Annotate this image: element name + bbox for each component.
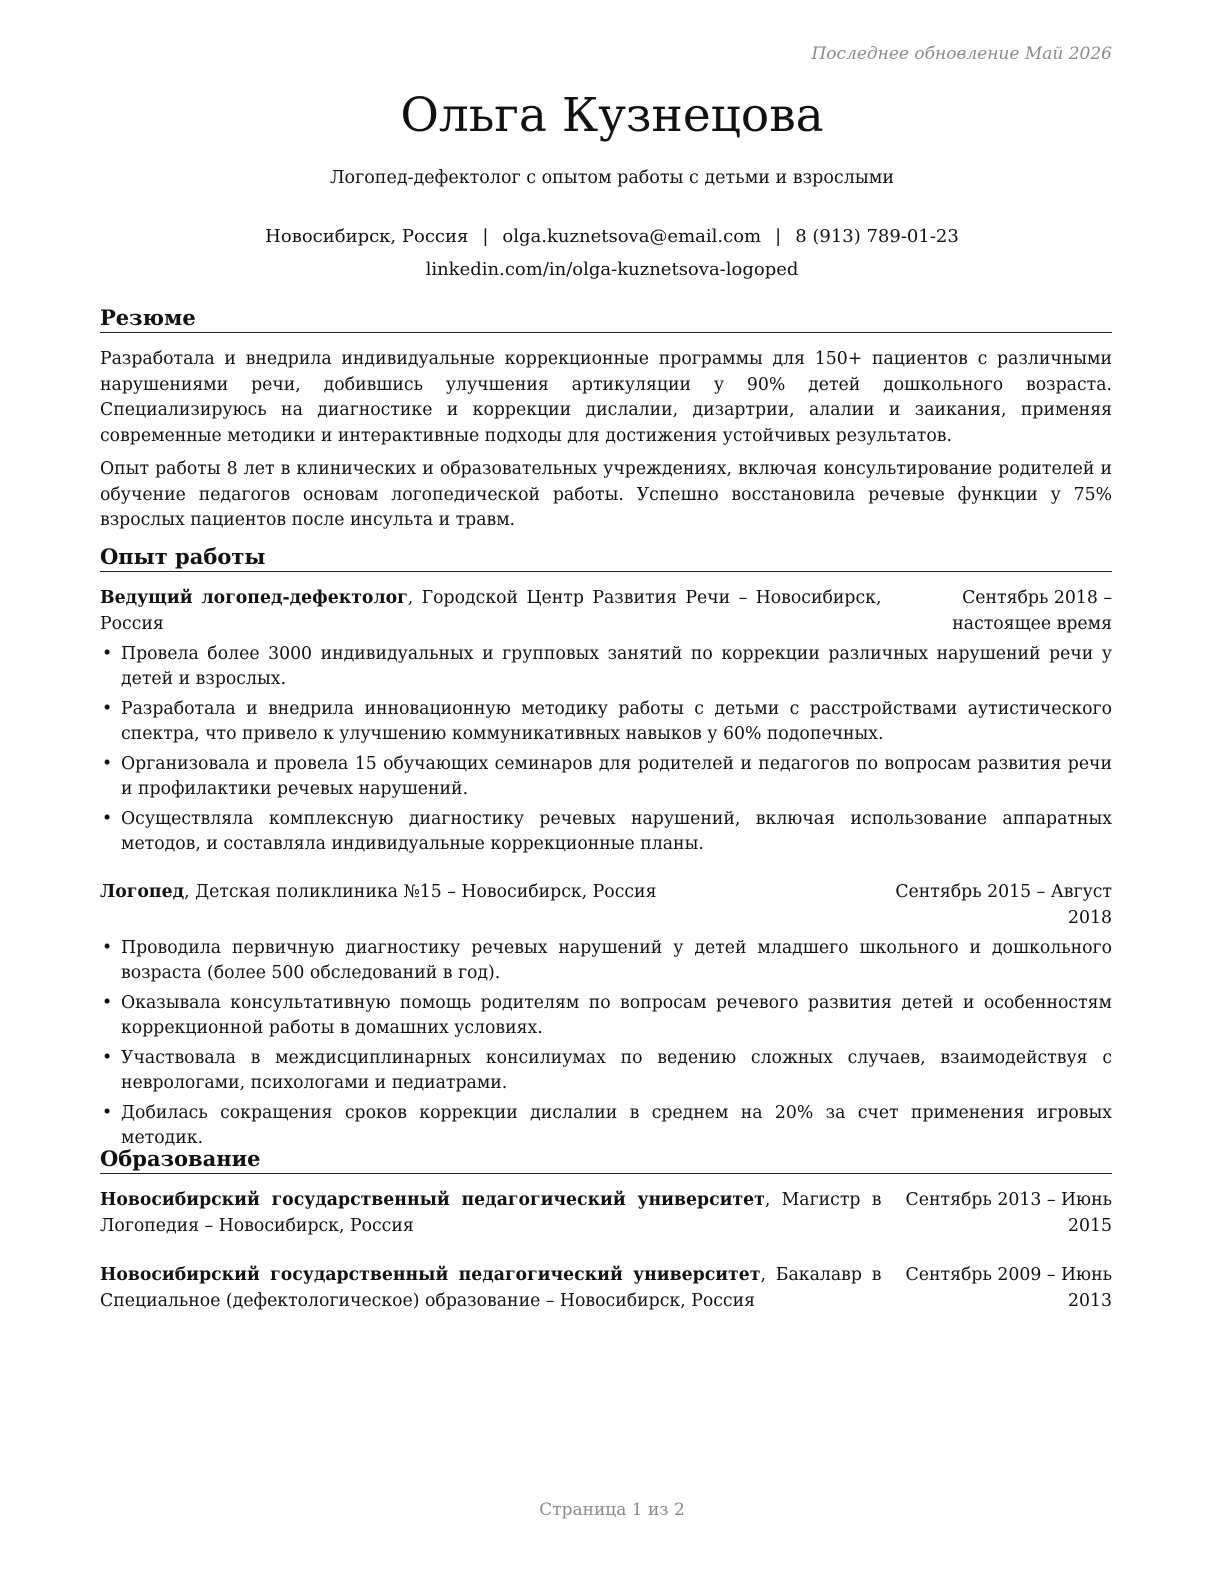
bullet-icon: • [102, 699, 113, 719]
linkedin-link[interactable]: linkedin.com/in/olga-kuznetsova-logoped [425, 259, 799, 280]
bullet-text: Организовала и провела 15 обучающих семинаров для родителей и педагогов по вопросам развития речи и профилактики речевых нарушений. [121, 754, 1112, 799]
job-title-line [100, 880, 881, 931]
education-dates: Сентябрь 2013 – Июнь 2015 [905, 1190, 1112, 1236]
bullet-icon: • [102, 754, 113, 774]
education-dates: Сентябрь 2009 – Июнь 2013 [905, 1265, 1112, 1311]
education-line [100, 1188, 881, 1239]
job-details: , Городской Центр Развития Речи – Новосибирск, Россия [100, 588, 882, 634]
education-title: Образование [100, 1145, 1112, 1174]
phone-text: 8 (913) 789-01-23 [795, 226, 959, 247]
education-institution: Новосибирский государственный педагогический университет [100, 1190, 765, 1210]
bullet-icon: • [102, 1048, 113, 1068]
bullet-icon: • [102, 938, 113, 958]
job-bullets [100, 642, 1112, 857]
job-entry [100, 880, 1112, 1148]
bullet-icon: • [102, 993, 113, 1013]
experience-title: Опыт работы [100, 543, 1112, 572]
contact-separator: | [482, 226, 489, 247]
summary-paragraph: Разработала и внедрила индивидуальные коррекционные программы для 150+ пациентов с различными нарушениями речи, добившись улучшения артикуляции у 90% детей дошкольного возраста. Специализируюсь на диагностике и коррекции дислалии, дизартрии, алалии и заикания, применяя современные методики и интерактивные подходы для достижения устойчивых результатов. [100, 349, 1112, 446]
list-item [100, 642, 1112, 692]
bullet-text: Разработала и внедрила инновационную методику работы с детьми с расстройствами аутистического спектра, что привело к улучшению коммуникативных навыков у 60% подопечных. [121, 699, 1112, 744]
bullet-text: Проводила первичную диагностику речевых нарушений у детей младшего школьного и дошкольного возраста (более 500 обследований в год). [121, 938, 1112, 983]
job-entry [100, 586, 1112, 880]
list-item [100, 1046, 1112, 1096]
job-dates: Сентябрь 2015 – Август 2018 [895, 882, 1112, 928]
bullet-icon: • [102, 1103, 113, 1123]
candidate-tagline: Логопед-дефектолог с опытом работы с детьми и взрослыми [329, 168, 895, 188]
job-bullets [100, 936, 1112, 1151]
location-text: Новосибирск, Россия [265, 226, 469, 247]
last-updated-note: Последнее обновление Май 2026 [811, 44, 1112, 64]
contact-block [0, 220, 1224, 286]
job-position: Логопед [100, 882, 185, 902]
email-link[interactable]: olga.kuznetsova@email.com [502, 226, 762, 247]
education-entry [100, 1188, 1112, 1239]
education-institution: Новосибирский государственный педагогический университет [100, 1265, 761, 1285]
contact-separator: | [775, 226, 782, 247]
bullet-icon: • [102, 809, 113, 829]
list-item [100, 697, 1112, 747]
bullet-text: Добилась сокращения сроков коррекции дислалии в среднем на 20% за счет применения игровых методик. [121, 1103, 1112, 1148]
list-item [100, 1101, 1112, 1151]
bullet-text: Провела более 3000 индивидуальных и групповых занятий по коррекции различных нарушений речи у детей и взрослых. [121, 644, 1112, 689]
job-title-line [100, 586, 881, 637]
contact-line [0, 220, 1224, 253]
bullet-text: Участвовала в междисциплинарных консилиумах по ведению сложных случаев, взаимодействуя с неврологами, психологами и педиатрами. [121, 1048, 1112, 1093]
bullet-text: Оказывала консультативную помощь родителям по вопросам речевого развития детей и особенностям коррекционной работы в домашних условиях. [121, 993, 1112, 1038]
job-details: , Детская поликлиника №15 – Новосибирск, Россия [184, 882, 657, 902]
summary-section [100, 304, 1112, 543]
summary-paragraph: Опыт работы 8 лет в клинических и образовательных учреждениях, включая консультирование родителей и обучение педагогов основам логопедической работы. Успешно восстановила речевые функции у 75% взрослых пациентов после инсульта и травм. [100, 459, 1112, 530]
candidate-name: Ольга Кузнецова [400, 88, 824, 143]
bullet-text: Осуществляла комплексную диагностику речевых нарушений, включая использование аппаратных методов, и составляла индивидуальные коррекционные планы. [121, 809, 1112, 854]
job-dates: Сентябрь 2018 – настоящее время [952, 588, 1112, 634]
job-header [100, 586, 1112, 637]
job-header [100, 880, 1112, 931]
education-line [100, 1263, 881, 1314]
resume-content [100, 304, 1112, 1314]
experience-section [100, 543, 1112, 1148]
list-item [100, 752, 1112, 802]
job-position: Ведущий логопед-дефектолог [100, 588, 408, 608]
education-entry [100, 1263, 1112, 1314]
education-section [100, 1145, 1112, 1314]
education-details: , Магистр в Логопедия – Новосибирск, Россия [100, 1190, 882, 1236]
list-item [100, 991, 1112, 1041]
education-details: , Бакалавр в Специальное (дефектологическое) образование – Новосибирск, Россия [100, 1265, 882, 1311]
summary-title: Резюме [100, 304, 1112, 333]
list-item [100, 936, 1112, 986]
bullet-icon: • [102, 644, 113, 664]
list-item [100, 807, 1112, 857]
page-number: Страница 1 из 2 [539, 1500, 685, 1520]
